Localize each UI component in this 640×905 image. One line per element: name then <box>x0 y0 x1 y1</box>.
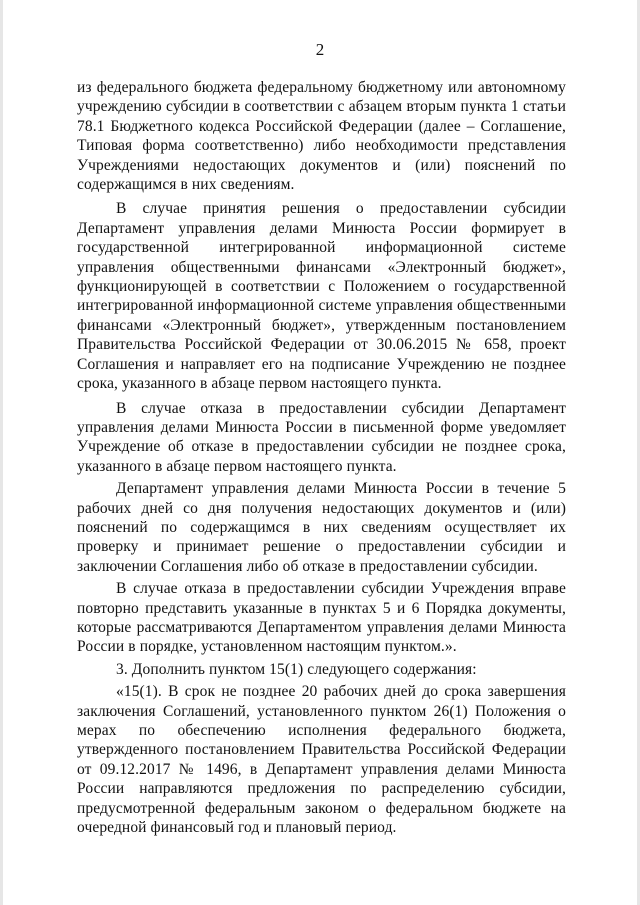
paragraph-continuation: из федерального бюджета федеральному бюджетному или автономному учреждению субсидии в соответствии с абзацем вторым пункта 1 статьи 78.1 Бюджетного кодекса Российской Федерации (далее – Соглашение, Типовая форма соответственно) либо необходимости представления Учреждениями недостающих документов и (или) пояснений по содержащимся в них сведениям. <box>77 79 566 194</box>
paragraph-decision-refused: В случае отказа в предоставлении субсидии Департамент управления делами Минюста России в письменной форме уведомляет Учреждение об отказе в предоставлении субсидии не позднее срока, указанного в абзаце первом настоящего пункта. <box>77 399 566 475</box>
paragraph-point-15-1: «15(1). В срок не позднее 20 рабочих дней до срока завершения заключения Соглашений, установленного пунктом 26(1) Положения о мерах по обеспечению исполнения федерального бюджета, утвержденного постановлением Правительства Российской Федерации от 09.12.2017 № 1496, в Департамент управления делами Минюста России направляются предложения по распределению субсидии, предусмотренной федеральным законом о федеральном бюджете на очередной финансовый год и плановый период. <box>77 683 566 837</box>
paragraph-review-period: Департамент управления делами Минюста России в течение 5 рабочих дней со дня получения недостающих документов и (или) пояснений по содержащимся в них сведениям осуществляет их проверку и принимает решение о предоставлении субсидии и заключении Соглашения либо об отказе в предоставлении субсидии. <box>77 480 566 575</box>
scan-edge-left <box>0 0 3 905</box>
paragraph-decision-granted: В случае принятия решения о предоставлении субсидии Департамент управления делами Минюста России формирует в государственной интегрированной информационной системе управления общественными финансами «Электронный бюджет», функционирующей в соответствии с Положением о государственной интегрированной информационной системе управления общественными финансами «Электронный бюджет», утвержденным постановлением Правительства Российской Федерации от 30.06.2015 № 658, проект Соглашения и направляет его на подписание Учреждению не позднее срока, указанного в абзаце первом настоящего пункта. <box>77 200 566 393</box>
paragraph-amendment-item-3: 3. Дополнить пунктом 15(1) следующего содержания: <box>116 660 477 678</box>
page-number: 2 <box>315 40 325 59</box>
document-body <box>77 78 566 837</box>
paragraph-resubmission: В случае отказа в предоставлении субсидии Учреждения вправе повторно представить указанные в пунктах 5 и 6 Порядка документы, которые рассматриваются Департаментом управления делами Минюста России в порядке, установленном настоящим пунктом.». <box>77 580 566 656</box>
